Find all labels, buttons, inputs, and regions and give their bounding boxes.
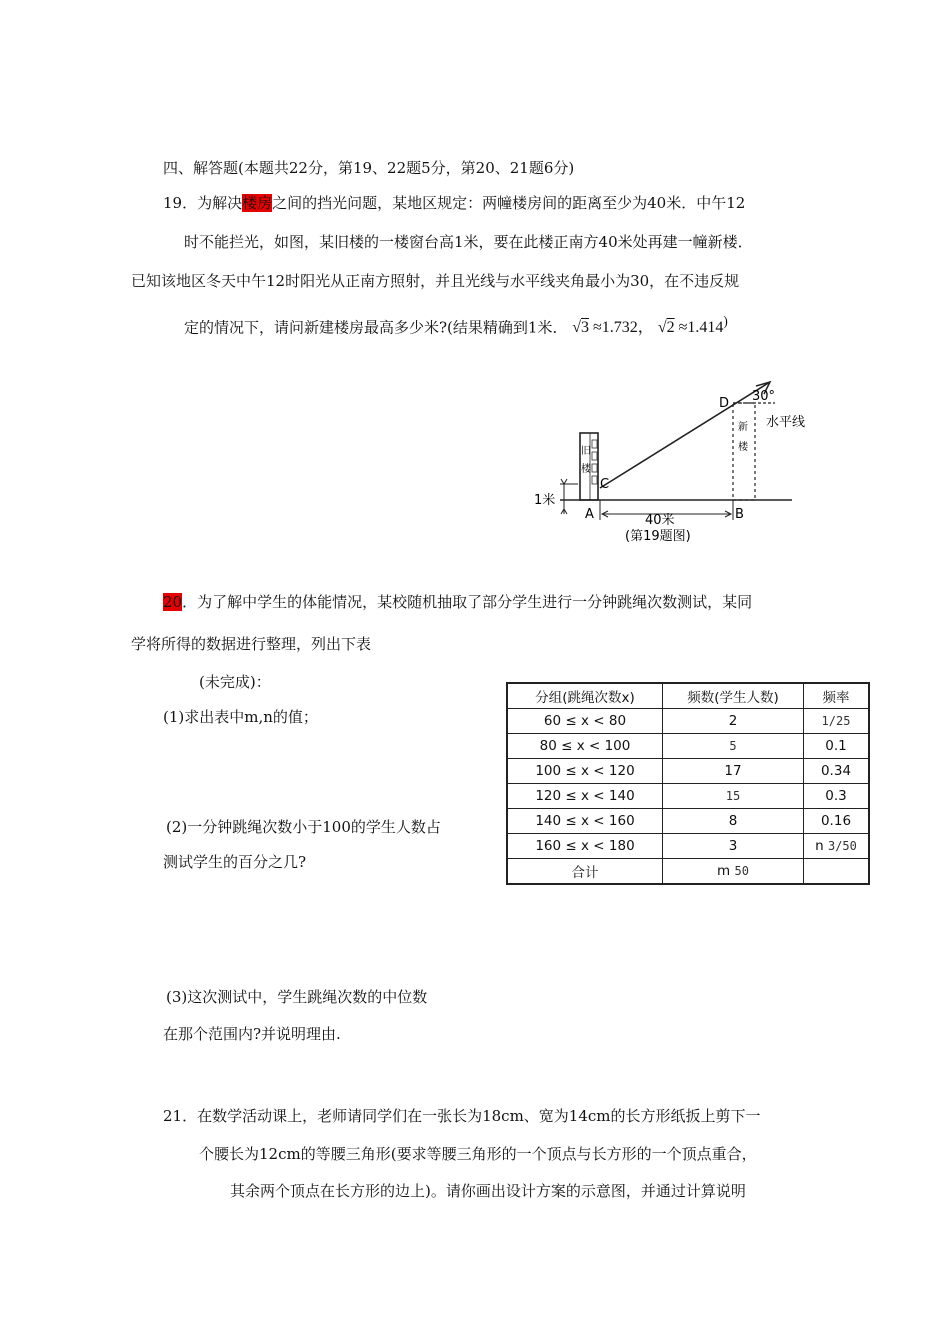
header-freq: 频率	[804, 683, 870, 709]
table-row	[507, 784, 869, 809]
header-count: 频数(学生人数)	[663, 683, 804, 709]
table-row	[507, 709, 869, 734]
horizon-label: 水平线	[766, 415, 806, 430]
math-comma: ，	[637, 319, 654, 337]
table-row	[507, 834, 869, 859]
handwritten-count: 5	[729, 739, 737, 753]
total-freq	[804, 859, 870, 885]
table-row	[507, 759, 869, 784]
row-freq	[804, 834, 870, 859]
q19-figure	[530, 378, 830, 550]
table-header-row	[507, 683, 869, 709]
row-freq-value: n	[815, 838, 824, 854]
q20-part2a: (2)一分钟跳绳次数小于100的学生人数占	[166, 818, 441, 836]
total-count	[663, 859, 804, 885]
row-group: 60 ≤ x < 80	[507, 709, 663, 734]
close-paren: )	[723, 314, 728, 329]
new-building-char2: 楼	[738, 442, 748, 453]
row-group: 160 ≤ x < 180	[507, 834, 663, 859]
highlight-word: 楼房	[242, 194, 273, 212]
row-group: 140 ≤ x < 160	[507, 809, 663, 834]
sqrt3-approx: ≈1.732	[593, 319, 638, 337]
handwritten-count: 15	[725, 789, 741, 803]
row-freq: 0.3	[804, 784, 870, 809]
sqrt3-radicand: 3	[581, 319, 590, 337]
q20-part2b: 测试学生的百分之几?	[163, 853, 307, 871]
row-count	[663, 784, 804, 809]
row-freq: 0.34	[804, 759, 870, 784]
point-c-label: C	[600, 477, 610, 492]
point-d-label: D	[719, 396, 730, 411]
row-count: 17	[663, 759, 804, 784]
point-a-label: A	[585, 507, 594, 522]
row-count: 3	[663, 834, 804, 859]
row-group: 120 ≤ x < 140	[507, 784, 663, 809]
total-label: 合计	[507, 859, 663, 885]
distance-label: 40米	[645, 513, 675, 528]
sqrt3-expression: √3 ≈1.732， √2 ≈1.414)	[572, 314, 728, 337]
row-count	[663, 734, 804, 759]
frequency-table	[506, 682, 870, 885]
q19-line3: 已知该地区冬天中午12时阳光从正南方照射，并且光线与水平线夹角最小为30，在不违反规	[131, 272, 740, 290]
q20-part1: (1)求出表中m,n的值；	[163, 708, 318, 726]
section-header: 四、解答题(本题共22分，第19、22题5分，第20、21题6分)	[163, 159, 575, 177]
row-freq	[804, 709, 870, 734]
q19-line1-post: 之间的挡光问题，某地区规定：两幢楼房间的距离至少为40米．中午12	[272, 194, 746, 212]
q20-number: 20	[163, 593, 183, 611]
table-row	[507, 809, 869, 834]
handwritten-freq: 1/25	[821, 714, 851, 728]
table-row	[507, 734, 869, 759]
q20-part3a: (3)这次测试中，学生跳绳次数的中位数	[166, 988, 428, 1006]
old-building-char1: 旧	[581, 446, 591, 457]
q19-line1-pre: 19．为解决	[163, 194, 243, 212]
q19-line2: 时不能拦光，如图，某旧楼的一楼窗台高1米，要在此楼正南方40米处再建一幢新楼．	[184, 233, 753, 251]
handwritten-freq: 3/50	[827, 839, 857, 853]
q20-line2: 学将所得的数据进行整理，列出下表	[131, 635, 372, 653]
old-building-char2: 楼	[581, 464, 591, 475]
q20-line1	[163, 592, 752, 612]
figure-caption: (第19题图)	[625, 529, 691, 544]
header-group: 分组(跳绳次数x)	[507, 683, 663, 709]
q19-line4-text: 定的情况下，请问新建楼房最高多少米?(结果精确到1米．	[184, 318, 568, 337]
angle-label: 30°	[752, 389, 776, 404]
new-building-char1: 新	[738, 422, 748, 433]
q19-line4	[184, 312, 728, 338]
row-group: 100 ≤ x < 120	[507, 759, 663, 784]
q20-line3: (未完成)：	[199, 673, 271, 691]
sqrt2-radicand: 2	[666, 319, 675, 337]
sun-ray	[600, 382, 770, 488]
q21-line2: 个腰长为12cm的等腰三角形(要求等腰三角形的一个顶点与长方形的一个顶点重合，	[199, 1145, 757, 1163]
row-group: 80 ≤ x < 100	[507, 734, 663, 759]
row-freq: 0.16	[804, 809, 870, 834]
table-total-row	[507, 859, 869, 885]
q21-line1: 21．在数学活动课上，老师请同学们在一张长为18cm、宽为14cm的长方形纸扳上剪下一	[163, 1107, 761, 1125]
q19-line1	[163, 193, 745, 213]
total-count-value: m	[717, 863, 731, 879]
handwritten-total: 50	[734, 864, 749, 878]
row-count: 2	[663, 709, 804, 734]
sqrt2-approx: ≈1.414	[678, 319, 724, 337]
q20-part3b: 在那个范围内?并说明理由.	[163, 1025, 341, 1043]
row-count: 8	[663, 809, 804, 834]
row-freq: 0.1	[804, 734, 870, 759]
point-b-label: B	[735, 507, 744, 522]
q20-line1-text: ．为了解中学生的体能情况，某校随机抽取了部分学生进行一分钟跳绳次数测试，某同	[182, 593, 753, 611]
height-label: 1米	[534, 493, 556, 508]
q21-line3: 其余两个顶点在长方形的边上)。请你画出设计方案的示意图，并通过计算说明	[230, 1182, 746, 1200]
